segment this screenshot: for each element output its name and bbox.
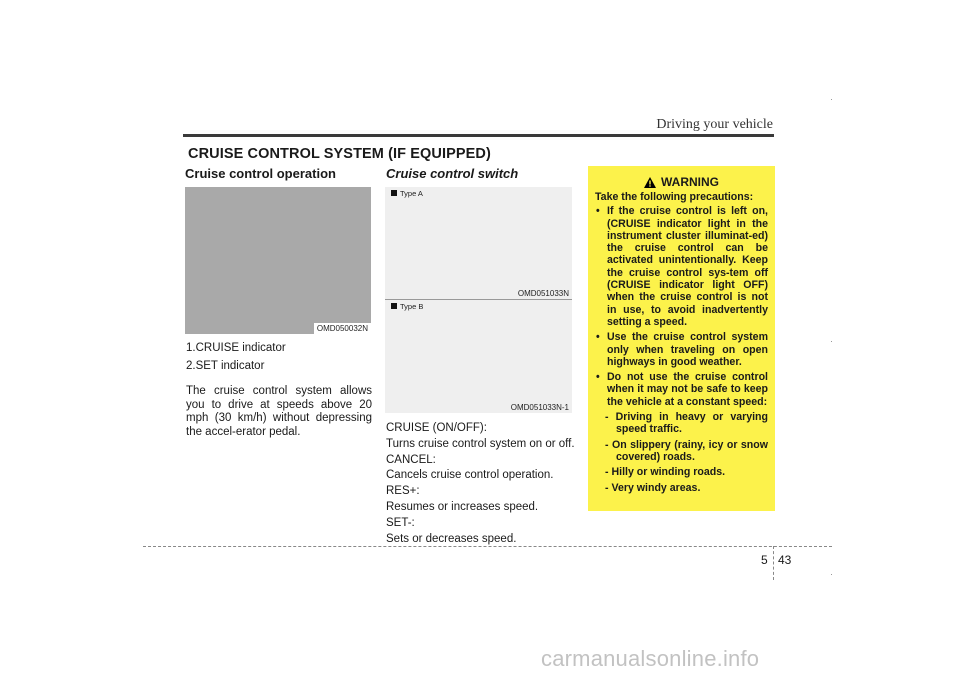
- indicator-list: [186, 339, 286, 375]
- warning-triangle-icon: [644, 177, 656, 188]
- bullet-icon: •: [596, 331, 600, 344]
- crop-mark: [831, 341, 832, 342]
- warning-bullet: • If the cruise control is left on, (CRUISE indicator light in the instrument cluster illuminat-ed) the cruise control can be activated unintentionally. Keep the cruise control sys-tem off (CRUISE indicator light OFF) when the cruise control is not in use, to avoid inadvertently setting a speed.: [596, 205, 768, 328]
- switch-line: Cancels cruise control operation.: [386, 469, 554, 482]
- operation-paragraph: The cruise control system allows you to drive at speeds above 20 mph (30 km/h) without depressing the accel-erator pedal.: [186, 385, 372, 438]
- photo-type-label: Type B: [391, 302, 423, 311]
- header-rule: [183, 134, 774, 137]
- bullet-icon: •: [596, 371, 600, 384]
- switch-photo-type-b: [385, 299, 572, 413]
- running-header: Driving your vehicle: [656, 117, 773, 132]
- switch-description-list: [386, 421, 575, 547]
- switch-line: RES+:: [386, 485, 420, 498]
- crop-mark: [831, 99, 832, 100]
- warning-subitem: - Hilly or winding roads.: [605, 466, 726, 479]
- cruise-operation-heading: Cruise control operation: [185, 166, 336, 181]
- warning-header: [595, 175, 768, 189]
- photo-code: OMD051033N-1: [510, 403, 569, 412]
- footer-rule: [143, 546, 832, 547]
- square-bullet-icon: [391, 303, 397, 309]
- switch-line: Resumes or increases speed.: [386, 500, 539, 513]
- photo-code: OMD050032N: [314, 323, 371, 334]
- cluster-photo: [185, 187, 371, 334]
- photo-code: OMD051033N: [517, 289, 569, 298]
- photo-type-label: Type A: [391, 189, 423, 198]
- switch-line: CRUISE (ON/OFF):: [386, 422, 487, 434]
- switch-line: CANCEL:: [386, 453, 436, 466]
- chapter-number: 5: [761, 553, 768, 567]
- switch-line: SET-:: [386, 516, 415, 529]
- warning-subitem: - On slippery (rainy, icy or snow covered) roads.: [605, 438, 768, 463]
- page-number: 43: [778, 553, 792, 567]
- warning-intro: Take the following precautions:: [595, 191, 754, 203]
- switch-line: Sets or decreases speed.: [386, 532, 517, 545]
- warning-subitem: - Driving in heavy or varying speed traffic.: [605, 411, 768, 436]
- square-bullet-icon: [391, 190, 397, 196]
- switch-photo-type-a: [385, 187, 572, 299]
- warning-bullet: • Do not use the cruise control when it may not be safe to keep the vehicle at a constant speed:: [596, 371, 768, 408]
- section-title: CRUISE CONTROL SYSTEM (IF EQUIPPED): [188, 146, 491, 162]
- warning-bullet: • Use the cruise control system only when traveling on open highways in good weather.: [596, 331, 768, 368]
- page-number-divider: [773, 546, 774, 580]
- warning-subitem: - Very windy areas.: [605, 481, 701, 494]
- watermark: carmanualsonline.info: [541, 646, 760, 671]
- crop-mark: [831, 574, 832, 575]
- indicator-item: 1.CRUISE indicator: [186, 342, 286, 354]
- warning-box: [588, 166, 775, 511]
- warning-title: WARNING: [661, 175, 719, 189]
- switch-line: Turns cruise control system on or off.: [386, 437, 575, 450]
- bullet-icon: •: [596, 205, 600, 218]
- cruise-switch-heading: Cruise control switch: [386, 166, 519, 181]
- indicator-item: 2.SET indicator: [186, 360, 265, 372]
